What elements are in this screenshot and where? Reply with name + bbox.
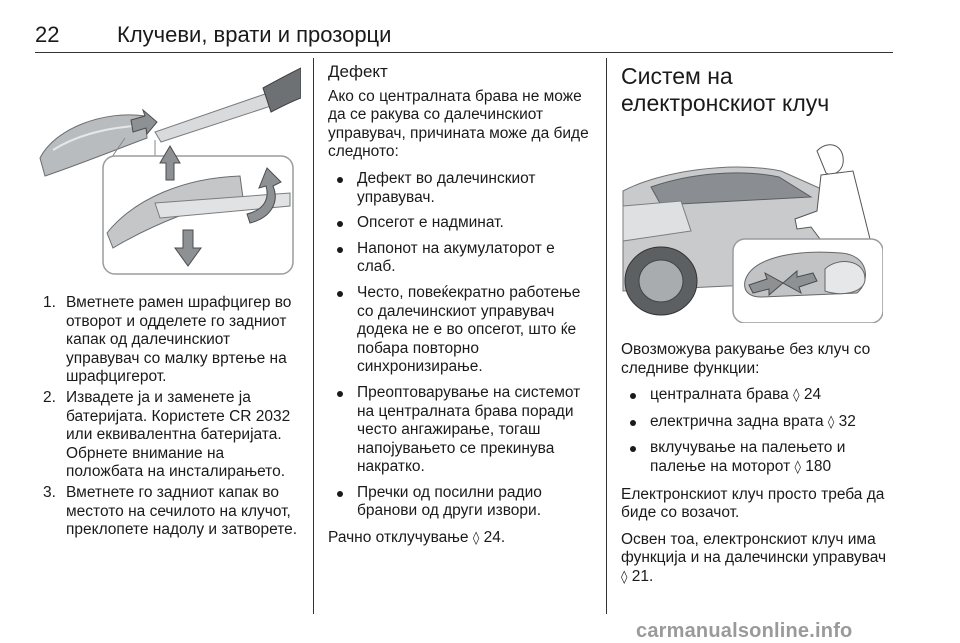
header-rule (35, 52, 893, 53)
list-item: Преоптоварување на системот на централната брава поради често ангажирање, тогаш напојувањето се прекинува накратко. (328, 384, 593, 477)
fault-intro: Ако со централната брава не може да се ракува со далечинскиот управувач, причината може да биде следното: (328, 87, 589, 161)
chapter-title: Клучеви, врати и прозорци (117, 22, 392, 47)
page-reference-icon: ◊ (827, 414, 835, 430)
column-divider-2 (606, 58, 607, 614)
bullet-dot (337, 291, 343, 297)
fault-causes-list (328, 170, 593, 521)
page-reference-icon: ◊ (472, 531, 480, 547)
key-battery-illustration (35, 58, 301, 280)
bullet-dot (630, 393, 636, 399)
bullet-dot (337, 247, 343, 253)
column-fault (328, 63, 593, 557)
fault-heading: Дефект (328, 62, 388, 81)
page-reference-link[interactable]: 180 (805, 457, 832, 475)
column-battery-replacement (35, 58, 301, 542)
electronic-key-functions-list (621, 386, 889, 477)
list-item: Напонот на акумулаторот е слаб. (328, 240, 593, 277)
page-reference-link[interactable]: 24 (803, 386, 822, 404)
list-item: централната брава ◊ 24 (621, 386, 889, 406)
page-reference-link[interactable]: 32 (838, 412, 856, 430)
electronic-key-para2: Освен тоа, електронскиот клуч има функција и на далечински управувач ◊ 21. (621, 530, 887, 585)
page-reference-icon: ◊ (794, 459, 801, 475)
list-item: Дефект во далечинскиот управувач. (328, 170, 593, 207)
bullet-dot (337, 391, 343, 397)
column-divider-1 (313, 58, 314, 614)
electronic-key-heading: Систем на електронскиот клуч (621, 63, 830, 116)
bullet-dot (630, 446, 636, 452)
list-item: 3. Вметнете го задниот капак во местото на сечилото на клучот, преклопете надолу и затворете. (43, 483, 298, 539)
page-reference-icon: ◊ (793, 388, 800, 404)
manual-unlock-reference: Рачно отклучување ◊ 24. (328, 529, 506, 547)
list-item: 1. Вметнете рамен шрафцигер во отворот и одделете го задниот капак од далечинскиот управувач со малку вртење на шрафцигерот. (43, 294, 292, 386)
page-reference-icon: ◊ (621, 569, 628, 585)
bullet-dot (337, 491, 343, 497)
page-number: 22 (35, 22, 60, 47)
list-item: 2. Извадете ја и заменете ја батеријата. Користете CR 2032 или еквивалентна батеријата. Обрнете внимание на положбата на инсталирањето. (43, 388, 291, 481)
page-reference-link[interactable]: 24. (483, 529, 506, 547)
bullet-dot (337, 221, 343, 227)
watermark: carmanualsonline.info (636, 620, 853, 642)
electronic-key-para1: Електронскиот клуч просто треба да биде со возачот. (621, 485, 885, 522)
bullet-dot (630, 420, 636, 426)
list-item: електрична задна врата ◊ 32 (621, 413, 889, 433)
column-electronic-key (621, 63, 889, 596)
list-item: Често, повеќекратно работење со далечинскиот управувач додека не е во опсегот, што ќе побара повторно синхронизирање. (328, 284, 593, 377)
electronic-key-intro: Овозможува ракување без клуч со следниве функции: (621, 341, 871, 377)
battery-steps-list (35, 294, 301, 540)
list-item: Пречки од посилни радио бранови од други извори. (328, 484, 593, 521)
bullet-dot (337, 177, 343, 183)
list-item: вклучување на палењето и палење на моторот ◊ 180 (621, 439, 889, 477)
page-reference-link[interactable]: 21. (631, 567, 654, 585)
list-item: Опсегот е надминат. (328, 214, 593, 233)
car-door-handle-illustration (621, 131, 883, 323)
